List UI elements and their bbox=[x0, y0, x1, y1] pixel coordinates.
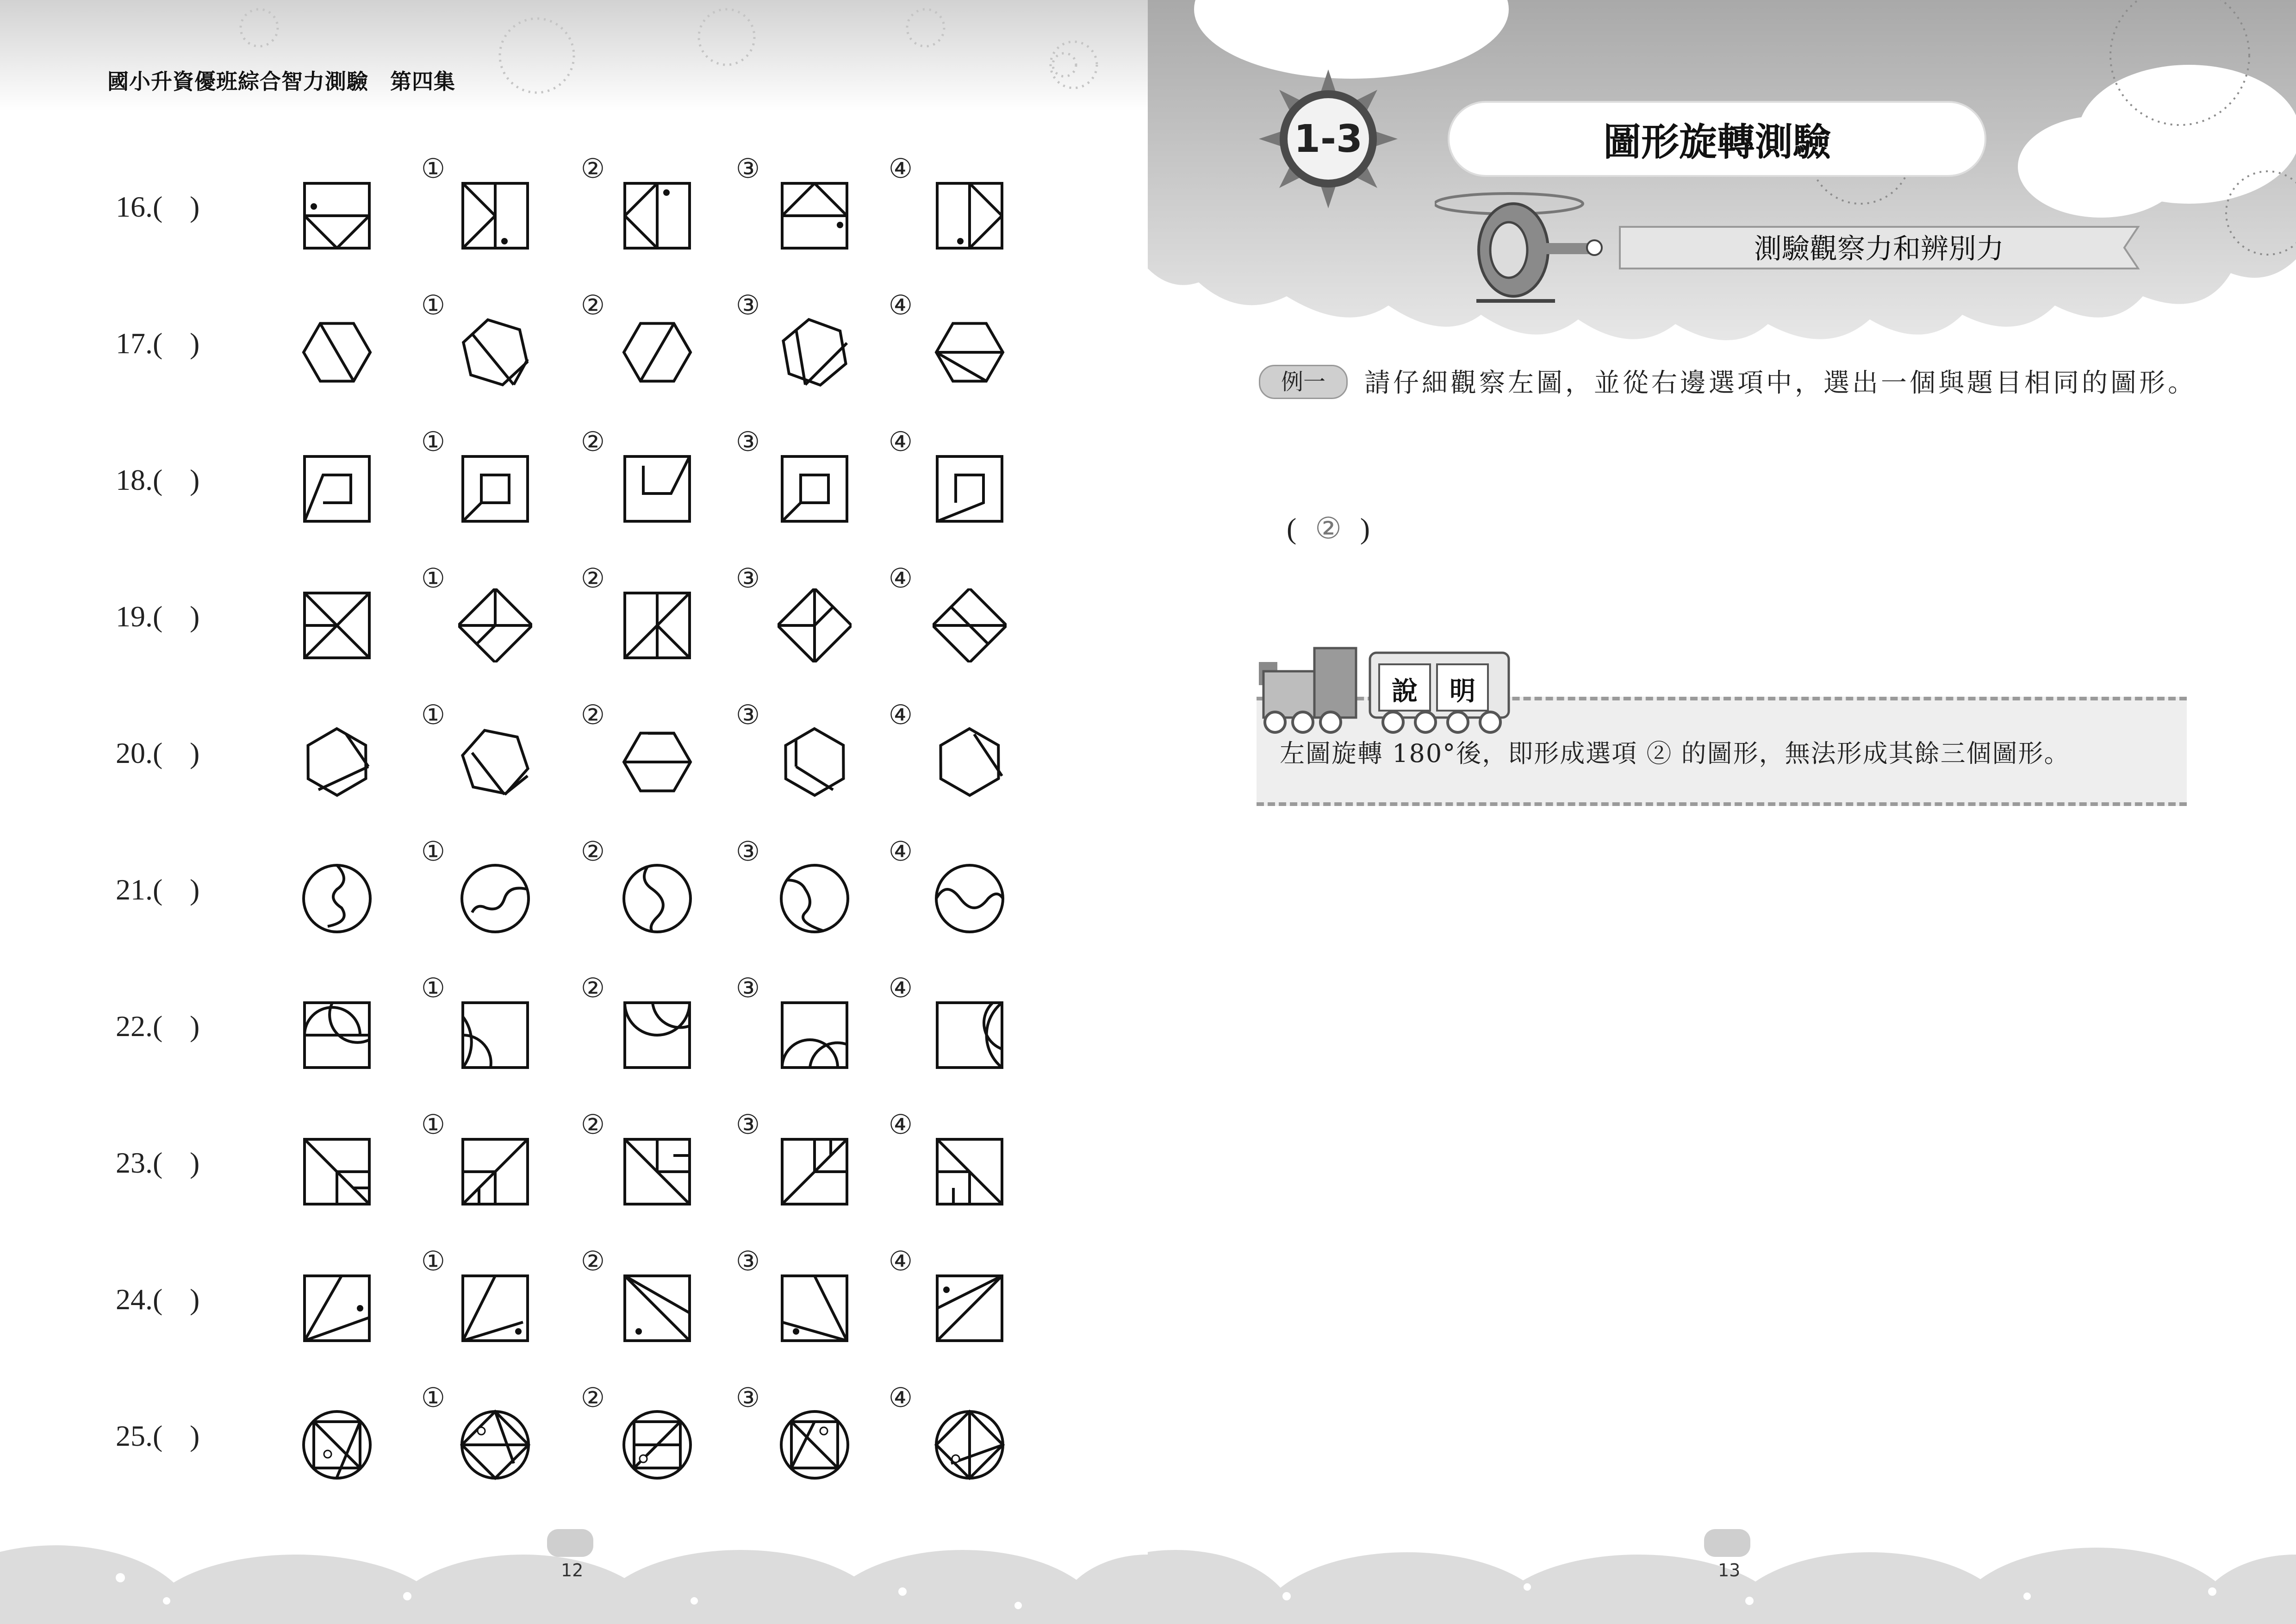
option-figure[interactable] bbox=[933, 179, 1007, 253]
option-mark: ④ bbox=[889, 1109, 913, 1140]
question-number: 17.( ) bbox=[116, 327, 200, 360]
option-figure[interactable] bbox=[458, 588, 532, 662]
question-number: 16.( ) bbox=[116, 190, 200, 223]
option-figure[interactable] bbox=[458, 315, 532, 389]
option-mark: ③ bbox=[736, 1245, 760, 1277]
option-figure[interactable] bbox=[620, 1271, 694, 1345]
question-figure bbox=[300, 1271, 374, 1345]
option-mark: ① bbox=[421, 972, 445, 1004]
option-figure[interactable] bbox=[620, 452, 694, 526]
example-tag: 例一 bbox=[1259, 365, 1348, 399]
option-mark: ② bbox=[581, 836, 605, 867]
question-number: 23.( ) bbox=[116, 1146, 200, 1179]
option-mark: ① bbox=[421, 289, 445, 321]
option-figure[interactable] bbox=[933, 588, 1007, 662]
option-mark: ① bbox=[421, 1109, 445, 1140]
option-mark: ④ bbox=[889, 836, 913, 867]
question-figure bbox=[300, 588, 374, 662]
option-mark: ④ bbox=[889, 153, 913, 184]
option-mark: ③ bbox=[736, 426, 760, 457]
question-figure bbox=[300, 862, 374, 936]
option-figure[interactable] bbox=[778, 1271, 852, 1345]
option-mark: ① bbox=[421, 1382, 445, 1413]
option-figure[interactable] bbox=[933, 452, 1007, 526]
option-figure[interactable] bbox=[458, 998, 532, 1072]
option-figure[interactable] bbox=[620, 315, 694, 389]
option-mark: ③ bbox=[736, 153, 760, 184]
option-figure[interactable] bbox=[458, 452, 532, 526]
footer-clouds bbox=[0, 1485, 1148, 1624]
question-figure bbox=[300, 179, 374, 253]
title-cloud bbox=[1444, 93, 1990, 185]
question-row bbox=[0, 1382, 1148, 1502]
option-figure[interactable] bbox=[620, 1408, 694, 1482]
option-figure[interactable] bbox=[778, 1135, 852, 1209]
section-number: 1-3 bbox=[1294, 117, 1363, 161]
option-mark: ③ bbox=[736, 699, 760, 731]
option-figure[interactable] bbox=[778, 179, 852, 253]
question-row bbox=[0, 562, 1148, 683]
option-figure[interactable] bbox=[458, 1135, 532, 1209]
option-mark: ③ bbox=[736, 1382, 760, 1413]
question-row bbox=[0, 1245, 1148, 1366]
question-number: 25.( ) bbox=[116, 1419, 200, 1452]
option-figure[interactable] bbox=[620, 179, 694, 253]
section-badge bbox=[1259, 69, 1398, 208]
option-mark: ① bbox=[421, 426, 445, 457]
option-mark: ② bbox=[581, 972, 605, 1004]
example-answer-value: ② bbox=[1315, 512, 1342, 545]
question-number: 20.( ) bbox=[116, 737, 200, 769]
option-mark: ① bbox=[421, 562, 445, 594]
question-number: 18.( ) bbox=[116, 463, 200, 496]
option-mark: ④ bbox=[889, 426, 913, 457]
option-mark: ③ bbox=[736, 562, 760, 594]
question-row bbox=[0, 426, 1148, 546]
option-figure[interactable] bbox=[620, 725, 694, 799]
option-figure[interactable] bbox=[458, 179, 532, 253]
option-mark: ④ bbox=[889, 289, 913, 321]
question-row bbox=[0, 153, 1148, 273]
option-mark: ④ bbox=[889, 1382, 913, 1413]
option-figure[interactable] bbox=[778, 315, 852, 389]
option-figure[interactable] bbox=[933, 315, 1007, 389]
option-figure[interactable] bbox=[933, 1408, 1007, 1482]
option-figure[interactable] bbox=[778, 588, 852, 662]
option-mark: ③ bbox=[736, 1109, 760, 1140]
option-figure[interactable] bbox=[933, 1271, 1007, 1345]
explanation-text: 左圖旋轉 180°後，即形成選項 ② 的圖形，無法形成其餘三個圖形。 bbox=[1280, 739, 2070, 768]
question-row bbox=[0, 836, 1148, 956]
option-figure[interactable] bbox=[458, 1271, 532, 1345]
option-mark: ④ bbox=[889, 699, 913, 731]
book-title: 國小升資優班綜合智力測驗 第四集 bbox=[107, 69, 455, 94]
question-figure bbox=[300, 1408, 374, 1482]
option-mark: ② bbox=[581, 699, 605, 731]
question-row bbox=[0, 289, 1148, 410]
explain-title-char-2: 明 bbox=[1450, 676, 1475, 706]
option-mark: ② bbox=[581, 1109, 605, 1140]
question-figure bbox=[300, 315, 374, 389]
option-figure[interactable] bbox=[933, 725, 1007, 799]
train-illustration bbox=[1254, 630, 1532, 736]
option-figure[interactable] bbox=[778, 998, 852, 1072]
option-mark: ③ bbox=[736, 972, 760, 1004]
option-figure[interactable] bbox=[458, 725, 532, 799]
question-figure bbox=[300, 452, 374, 526]
option-mark: ② bbox=[581, 153, 605, 184]
option-mark: ④ bbox=[889, 1245, 913, 1277]
question-number: 19.( ) bbox=[116, 600, 200, 633]
right-page bbox=[1148, 0, 2296, 1624]
example-answer: ( ② ) bbox=[1287, 512, 1370, 545]
section-title: 圖形旋轉測驗 bbox=[1603, 120, 1831, 164]
option-mark: ① bbox=[421, 836, 445, 867]
option-mark: ② bbox=[581, 1382, 605, 1413]
option-mark: ③ bbox=[736, 836, 760, 867]
question-number: 22.( ) bbox=[116, 1010, 200, 1043]
option-figure[interactable] bbox=[933, 862, 1007, 936]
option-figure[interactable] bbox=[933, 1135, 1007, 1209]
option-figure[interactable] bbox=[778, 452, 852, 526]
footer-clouds bbox=[1148, 1485, 2296, 1624]
option-figure[interactable] bbox=[458, 1408, 532, 1482]
question-number: 24.( ) bbox=[116, 1283, 200, 1316]
option-mark: ③ bbox=[736, 289, 760, 321]
question-number: 21.( ) bbox=[116, 873, 200, 906]
question-figure bbox=[300, 725, 374, 799]
question-figure bbox=[300, 998, 374, 1072]
option-mark: ① bbox=[421, 153, 445, 184]
option-figure[interactable] bbox=[620, 862, 694, 936]
option-figure[interactable] bbox=[620, 998, 694, 1072]
option-mark: ② bbox=[581, 289, 605, 321]
question-figure bbox=[300, 1135, 374, 1209]
option-figure[interactable] bbox=[620, 1135, 694, 1209]
option-mark: ① bbox=[421, 699, 445, 731]
example-instruction: 請仔細觀察左圖，並從右邊選項中，選出一個與題目相同的圖形。 bbox=[1364, 368, 2196, 398]
option-figure[interactable] bbox=[933, 998, 1007, 1072]
question-row bbox=[0, 699, 1148, 819]
page-number-left: 12 bbox=[561, 1560, 584, 1580]
section-subtitle: 測驗觀察力和辨別力 bbox=[1754, 233, 2004, 265]
option-figure[interactable] bbox=[778, 1408, 852, 1482]
option-figure[interactable] bbox=[778, 862, 852, 936]
option-mark: ② bbox=[581, 562, 605, 594]
option-mark: ④ bbox=[889, 562, 913, 594]
option-figure[interactable] bbox=[458, 862, 532, 936]
option-mark: ② bbox=[581, 1245, 605, 1277]
option-mark: ② bbox=[581, 426, 605, 457]
page-number-right: 13 bbox=[1718, 1560, 1741, 1580]
option-figure[interactable] bbox=[778, 725, 852, 799]
question-row bbox=[0, 1109, 1148, 1229]
explain-title-char-1: 說 bbox=[1392, 676, 1418, 706]
helicopter-banner bbox=[1435, 185, 2157, 319]
option-mark: ④ bbox=[889, 972, 913, 1004]
question-row bbox=[0, 972, 1148, 1093]
option-figure[interactable] bbox=[620, 588, 694, 662]
option-mark: ① bbox=[421, 1245, 445, 1277]
